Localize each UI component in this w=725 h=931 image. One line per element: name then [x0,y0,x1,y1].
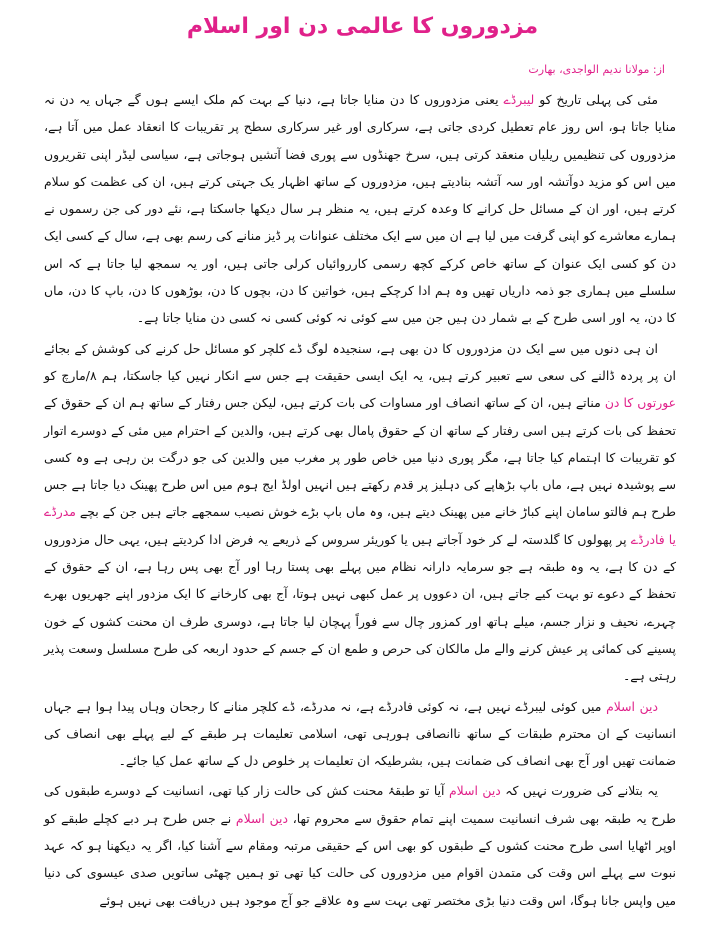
author-byline: از: مولانا ندیم الواجدی، بھارت [528,63,665,76]
text-run: ان ہی دنوں میں سے ایک دن مزدوروں کا دن بھی ہے، سنجیدہ لوگ ڈے کلچر کو مسائل حل کرنے کی کوشش کے بجائے ان پر پردہ ڈالنے کی سعی سے تعبیر کرتے ہیں، یہ ایک ایسی حقیقت ہے جس سے انکار نہیں کیا جاسکتا، ہم ۸/مارچ کو [44,340,676,383]
highlighted-term: دین اسلام [449,783,501,799]
article-body [44,86,676,917]
text-run: یعنی مزدوروں کا دن منایا جاتا ہے، دنیا کے بہت کم ملک ایسے ہوں گے جہاں یہ دن نہ منایا جاتا ہو، اس روز عام تعطیل کردی جاتی ہے، سرکاری اور غیر سرکاری سطح پر تقریبات کا انعقاد عمل میں آتا ہے، مزدوروں کی تنظیمیں ریلیاں منعقد کرتی ہیں، سرخ جھنڈوں سے پوری فضا آتشیں ہوجاتی ہے، سیاسی لیڈر اپنی تقریروں میں اس کو مزید دوآتشہ اور سہ آتشہ بنادیتے ہیں، مزدوروں کے ساتھ اظہار یک جہتی کرتے ہیں، ان کی عظمت کو سلام کرتے ہیں، اور ان کے مسائل حل کرانے کا وعدہ کرتے ہیں، یہ منظر ہر سال دیکھا جاسکتا ہے، نئے دور کی جن رسموں نے ہمارے معاشرے کو اپنی گرفت میں لیا ہے ان میں سے ایک مختلف عنوانات پر ڈیز منانے کی رسم بھی ہے، سال کے کسی ایک دن کو کسی ایک عنوان کے ساتھ خاص کرکے کچھ رسمی کارروائیاں کرلی جاتی ہیں، اور یہ سمجھ لیا جاتا ہے کہ اس سلسلے میں ہماری جو ذمہ داریاں تھیں وہ ہم ادا کرچکے ہیں، خواتین کا دن، بچوں کا دن، بوڑھوں کا دن، باپ کا دن، ماں کا دن، یہ اور اسی طرح کے بے شمار دن ہیں جن میں سے کوئی نہ کوئی کسی نہ کسی دن منایا جاتا ہے۔ [44,92,676,326]
highlighted-term: لیبرڈے [503,92,535,107]
highlighted-term: دین اسلام [235,810,288,826]
highlighted-term: عورتوں کا دن [604,395,676,411]
page-title: مزدوروں کا عالمی دن اور اسلام [186,14,539,39]
paragraph [44,86,676,332]
text-run: پر پھولوں کا گلدستہ لے کر خود آجاتے ہیں یا کوریئر سروس کے ذریعے یہ فرض ادا کردیتے ہیں، یہی حال مزدوروں کے دن کا ہے، یہ وہ طبقہ ہے جو سرمایہ دارانہ نظام میں پہلے بھی پستا رہا اور آج بھی پس رہا ہے، ان کے حقوق کے تحفظ کے دعوے تو بہت کیے جاتے ہیں، ان دعووں پر عمل کبھی نہیں ہوتا، آج بھی کارخانے کا ایک مزدور اپنے جھریوں بھرے چہرے، نحیف و نزار جسم، میلے ہاتھ اور کمزور چال سے فوراً پہچان لیا جاتا ہے، دوسری طرف ان محنت کشوں کے خون پسینے کی کمائی پر عیش کرنے والے مل مالکان کی حرص و طمع ان کے جسم کے حدود اربعہ کی طرح مسلسل وسعت پذیر رہتی ہے۔ [44,531,676,684]
text-run: مناتے ہیں، ان کے ساتھ انصاف اور مساوات کی بات کرتے ہیں، لیکن جس رفتار کے ساتھ ہم ان کے حقوق کے تحفظ کی بات کرتے ہیں اسی رفتار کے ساتھ ان کے حقوق پامال بھی کرتے ہیں، والدین کے احترام میں مئی کے دوسرے اتوار کو تقریبات کا اہتمام کیا جاتا ہے، مگر پوری دنیا میں خاص طور پر مغرب میں والدین کی جو درگت بن رہی ہے وہ کسی سے پوشیدہ نہیں ہے، ماں باپ بڑھاپے کی دہلیز پر قدم رکھتے ہیں انہیں اولڈ ایج ہوم میں اس طرح پھینک دیا جاتا ہے جس طرح ہم فالتو سامان اپنے کباڑ خانے میں پھینک دیتے ہیں، وہ ماں باپ بڑے خوش نصیب سمجھے جاتے ہیں جن کے بچے [44,395,676,520]
highlighted-term: دین اسلام [606,698,659,714]
paragraph [44,693,676,775]
text-run: آیا تو طبقۂ محنت کش کی حالت زار کیا تھی، انسانیت کے دوسرے طبقوں کی طرح یہ طبقہ بھی شرف انسانیت سمیت اپنے تمام حقوق سے محروم تھا، [44,783,676,826]
text-run: میں کوئی لیبرڈے نہیں ہے، نہ کوئی فادرڈے ہے، نہ مدرڈے، ڈے کلچر منانے کا رجحان وہاں پیدا ہوا ہے جہاں انسانیت کے ان محترم طبقات کے ساتھ ناانصافی ہورہی تھی، اسلامی تعلیمات ہر طبقے کے لیے پہلے بھی انصاف کی ضمانت تھیں اور آج بھی انصاف کی ضمانت ہیں، بشرطیکہ ان تعلیمات پر خلوص دل کے ساتھ عمل کیا جائے۔ [44,698,676,769]
paragraph [44,777,676,913]
highlighted-term: مدرڈے یا فادرڈے [44,504,677,547]
text-run: مئی کی پہلی تاریخ کو [534,92,659,107]
text-run: یہ بتلانے کی ضرورت نہیں کہ [500,783,658,799]
text-run: نے جس طرح ہر دبے کچلے طبقے کو اوپر اٹھایا اسی طرح محنت کشوں کے طبقوں کو بھی اس کے حقیقی مرتبہ ومقام سے آشنا کیا، اگر یہ دیکھنا ہو کہ عہد نبوت سے پہلے اس وقت کی متمدن اقوام میں مزدوروں کی حالت کیا تھی تو ہمیں چھٹی ساتویں صدی عیسوی کی دنیا میں واپس جانا ہوگا، اس وقت دنیا بڑی مختصر تھی بہت سے وہ علاقے جو آج موجود ہیں دریافت بھی نہیں ہوئے [44,810,676,908]
paragraph [44,335,676,690]
